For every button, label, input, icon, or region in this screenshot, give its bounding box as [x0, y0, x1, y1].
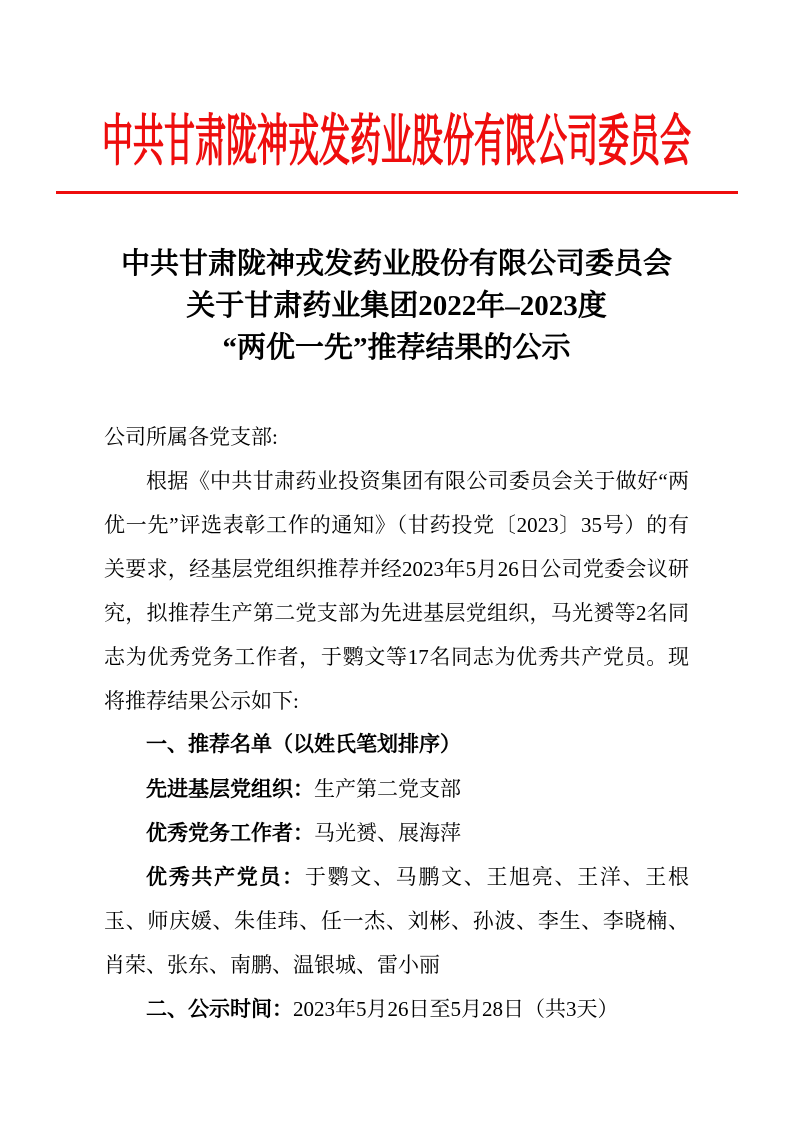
- opening-paragraph: 根据《中共甘肃药业投资集团有限公司委员会关于做好“两优一先”评选表彰工作的通知》（甘药投党〔2023〕35号）的有关要求，经基层党组织推荐并经2023年5月26日公司党委会议研究，拟推荐生产第二党支部为先进基层党组织，马光赟等2名同志为优秀党务工作者，于鹦文等17名同志为优秀共产党员。现将推荐结果公示如下:: [104, 469, 689, 713]
- section2-value: 2023年5月26日至5月28日（共3天）: [293, 997, 619, 1021]
- document-title-line1: 中共甘肃陇神戎发药业股份有限公司委员会: [120, 248, 672, 280]
- list-item-advanced-party-branch: [104, 767, 689, 811]
- salutation: 公司所属各党支部:: [104, 425, 278, 449]
- list-item-value: 于鹦文、马鹏文、王旭亮、王洋、王根玉、师庆媛、朱佳玮、任一杰、刘彬、孙波、李生、李晓楠、肖荣、张东、南鹏、温银城、雷小丽: [104, 865, 690, 977]
- letterhead: [0, 109, 793, 194]
- section2-heading: 二、公示时间：: [146, 998, 293, 1021]
- list-item-label: 先进基层党组织：: [146, 777, 314, 801]
- section2-line: [104, 987, 689, 1032]
- section1-heading: 一、推荐名单（以姓氏笔划排序）: [146, 733, 461, 756]
- letterhead-title: 中共甘肃陇神戎发药业股份有限公司委员会: [102, 109, 691, 173]
- list-item-outstanding-party-members: [104, 855, 689, 987]
- list-item-value: 马光赟、展海萍: [314, 821, 461, 845]
- list-item-label: 优秀共产党员：: [146, 865, 305, 889]
- document-title-line2: 关于甘肃药业集团2022年–2023度: [186, 290, 607, 322]
- document-title: [0, 243, 793, 369]
- document-title-line3: “两优一先”推荐结果的公示: [222, 332, 571, 364]
- document-body: [104, 415, 689, 1032]
- list-item-outstanding-party-workers: [104, 811, 689, 855]
- list-item-value: 生产第二党支部: [314, 777, 461, 801]
- list-item-label: 优秀党务工作者：: [146, 821, 314, 845]
